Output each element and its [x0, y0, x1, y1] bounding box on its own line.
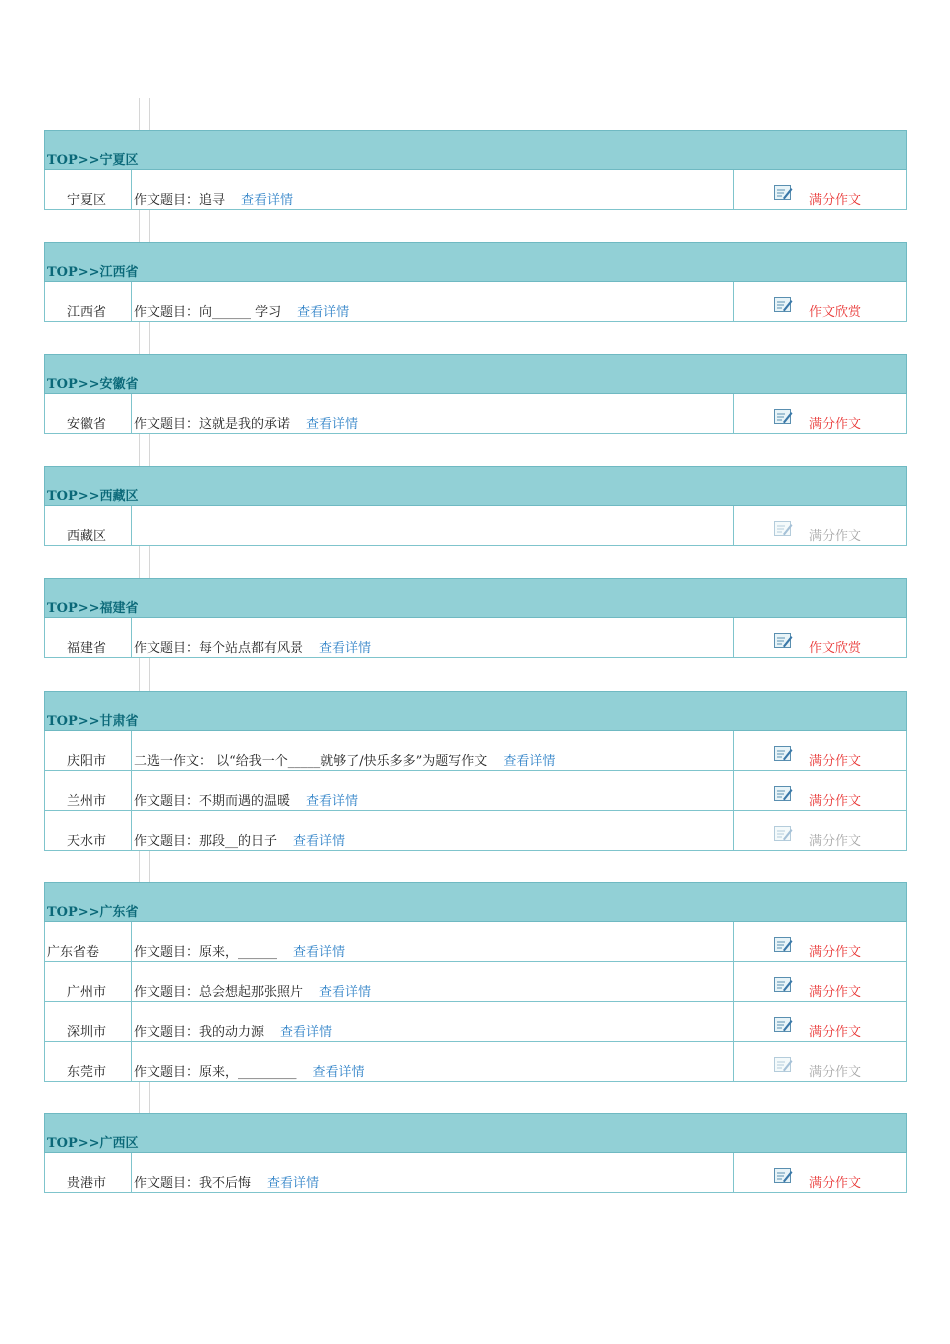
- section-title[interactable]: TOP>>安徽省: [47, 377, 139, 392]
- essay-tag-cell: [733, 731, 906, 770]
- essay-tag-link[interactable]: 满分作文: [809, 985, 862, 1000]
- essay-topic: [134, 1176, 319, 1192]
- essay-tag-link[interactable]: 满分作文: [809, 945, 862, 960]
- city-label: 广州市: [67, 985, 107, 1000]
- essay-topic: [134, 754, 555, 770]
- section-header: [44, 691, 907, 731]
- table-row: [44, 1153, 907, 1193]
- essay-tag-link[interactable]: 作文欣赏: [809, 641, 862, 656]
- view-details-link[interactable]: 查看详情: [306, 417, 359, 432]
- section-2: [44, 354, 907, 434]
- essay-tag-cell: [733, 506, 906, 545]
- topic-text: 作文题目：每个站点都有风景: [134, 641, 304, 656]
- section-title[interactable]: TOP>>福建省: [47, 601, 139, 616]
- essay-tag-link[interactable]: 满分作文: [809, 193, 862, 208]
- edit-icon[interactable]: [774, 521, 793, 541]
- city-cell: [45, 811, 132, 850]
- section-4: [44, 578, 907, 658]
- view-details-link[interactable]: 查看详情: [319, 985, 372, 1000]
- view-details-link[interactable]: 查看详情: [293, 834, 346, 849]
- essay-tag-cell: [733, 962, 906, 1001]
- table-row: [44, 731, 907, 771]
- essay-topic: [134, 794, 358, 810]
- essay-tag-link[interactable]: 满分作文: [809, 794, 862, 809]
- city-cell: [45, 771, 132, 810]
- section-header: [44, 466, 907, 506]
- essay-tag-link[interactable]: 作文欣赏: [809, 305, 862, 320]
- essay-tag-link[interactable]: 满分作文: [809, 1176, 862, 1191]
- edit-icon[interactable]: [774, 937, 793, 957]
- view-details-link[interactable]: 查看详情: [306, 794, 359, 809]
- essay-tag-cell: [733, 771, 906, 810]
- section-title[interactable]: TOP>>宁夏区: [47, 153, 139, 168]
- view-details-link[interactable]: 查看详情: [319, 641, 372, 656]
- essay-topic: [134, 945, 345, 961]
- table-row: [44, 1002, 907, 1042]
- section-7: [44, 1113, 907, 1193]
- edit-icon[interactable]: [774, 1017, 793, 1037]
- view-details-link[interactable]: 查看详情: [503, 754, 556, 769]
- city-cell: [45, 394, 132, 433]
- divider: [139, 851, 150, 882]
- essay-tag-cell: [733, 811, 906, 850]
- table-row: [44, 282, 907, 322]
- edit-icon[interactable]: [774, 185, 793, 205]
- table-row: [44, 618, 907, 658]
- table-row: [44, 170, 907, 210]
- divider: [139, 210, 150, 242]
- city-label: 福建省: [67, 641, 107, 656]
- edit-icon[interactable]: [774, 633, 793, 653]
- essay-topic: [134, 641, 371, 657]
- topic-text: 作文题目：原来，_________: [134, 1065, 297, 1080]
- edit-icon[interactable]: [774, 1168, 793, 1188]
- city-cell: [45, 170, 132, 209]
- city-label: 兰州市: [67, 794, 107, 809]
- divider: [139, 1082, 150, 1113]
- city-label: 江西省: [67, 305, 107, 320]
- section-title[interactable]: TOP>>广西区: [47, 1136, 139, 1151]
- view-details-link[interactable]: 查看详情: [267, 1176, 320, 1191]
- city-label: 贵港市: [67, 1176, 107, 1191]
- city-cell: [45, 1153, 132, 1192]
- essay-tag-link[interactable]: 满分作文: [809, 1065, 862, 1080]
- essay-tag-link[interactable]: 满分作文: [809, 417, 862, 432]
- essay-tag-cell: [733, 170, 906, 209]
- table-row: [44, 811, 907, 851]
- divider: [139, 546, 150, 578]
- table-row: [44, 962, 907, 1002]
- section-title[interactable]: TOP>>甘肃省: [47, 714, 139, 729]
- edit-icon[interactable]: [774, 409, 793, 429]
- edit-icon[interactable]: [774, 786, 793, 806]
- essay-topic: [134, 417, 358, 433]
- city-cell: [45, 282, 132, 321]
- view-details-link[interactable]: 查看详情: [312, 1065, 365, 1080]
- essay-tag-cell: [733, 282, 906, 321]
- section-header: [44, 1113, 907, 1153]
- section-title[interactable]: TOP>>广东省: [47, 905, 139, 920]
- city-label: 庆阳市: [67, 754, 107, 769]
- city-label: 东莞市: [67, 1065, 107, 1080]
- city-cell: [45, 506, 132, 545]
- section-6: [44, 882, 907, 1082]
- essay-topic: [134, 193, 293, 209]
- section-5: [44, 691, 907, 851]
- divider: [139, 658, 150, 691]
- city-label: 西藏区: [67, 529, 107, 544]
- essay-topic: [134, 1065, 365, 1081]
- topic-text: 作文题目：总会想起那张照片: [134, 985, 304, 1000]
- city-cell: [45, 922, 132, 961]
- view-details-link[interactable]: 查看详情: [297, 305, 350, 320]
- city-cell: [45, 962, 132, 1001]
- topic-text: 作文题目：这就是我的承诺: [134, 417, 291, 432]
- table-row: [44, 771, 907, 811]
- essay-tag-cell: [733, 1042, 906, 1081]
- city-label: 广东省卷: [47, 945, 100, 960]
- essay-tag-cell: [733, 1002, 906, 1041]
- city-label: 深圳市: [67, 1025, 107, 1040]
- topic-text: 作文题目：不期而遇的温暖: [134, 794, 291, 809]
- city-cell: [45, 1042, 132, 1081]
- table-row: [44, 394, 907, 434]
- city-cell: [45, 1002, 132, 1041]
- section-header: [44, 354, 907, 394]
- view-details-link[interactable]: 查看详情: [241, 193, 294, 208]
- essay-topic: [134, 834, 345, 850]
- edit-icon[interactable]: [774, 826, 793, 846]
- topic-text: 作文题目：我不后悔: [134, 1176, 252, 1191]
- topic-text: 作文题目：那段__的日子: [134, 834, 278, 849]
- essay-tag-cell: [733, 922, 906, 961]
- edit-icon[interactable]: [774, 746, 793, 766]
- section-1: [44, 242, 907, 322]
- topic-text: 作文题目：追寻: [134, 193, 226, 208]
- divider: [139, 434, 150, 466]
- city-label: 天水市: [67, 834, 107, 849]
- section-header: [44, 242, 907, 282]
- essay-tag-link[interactable]: 满分作文: [809, 754, 862, 769]
- topic-text: 二选一作文： 以“给我一个_____就够了/快乐多多”为题写作文: [134, 754, 488, 769]
- essay-topic: [134, 985, 371, 1001]
- essay-tag-cell: [733, 394, 906, 433]
- edit-icon[interactable]: [774, 297, 793, 317]
- view-details-link[interactable]: 查看详情: [293, 945, 346, 960]
- edit-icon[interactable]: [774, 977, 793, 997]
- divider: [139, 322, 150, 354]
- topic-text: 作文题目：原来，______: [134, 945, 278, 960]
- divider: [139, 98, 150, 130]
- essay-topic: [134, 305, 349, 321]
- topic-text: 作文题目：向______ 学习: [134, 305, 282, 320]
- table-row: [44, 1042, 907, 1082]
- essay-tag-link[interactable]: 满分作文: [809, 834, 862, 849]
- city-cell: [45, 731, 132, 770]
- city-label: 宁夏区: [67, 193, 107, 208]
- topic-text: 作文题目：我的动力源: [134, 1025, 265, 1040]
- essay-tag-cell: [733, 1153, 906, 1192]
- edit-icon[interactable]: [774, 1057, 793, 1077]
- city-cell: [45, 618, 132, 657]
- section-0: [44, 130, 907, 210]
- section-header: [44, 882, 907, 922]
- essay-topic: [134, 1025, 332, 1041]
- essay-tag-cell: [733, 618, 906, 657]
- view-details-link[interactable]: 查看详情: [280, 1025, 333, 1040]
- section-3: [44, 466, 907, 546]
- table-row: [44, 506, 907, 546]
- city-label: 安徽省: [67, 417, 107, 432]
- section-header: [44, 578, 907, 618]
- section-title[interactable]: TOP>>江西省: [47, 265, 139, 280]
- section-title[interactable]: TOP>>西藏区: [47, 489, 139, 504]
- essay-tag-link[interactable]: 满分作文: [809, 529, 862, 544]
- essay-tag-link[interactable]: 满分作文: [809, 1025, 862, 1040]
- section-header: [44, 130, 907, 170]
- table-row: [44, 922, 907, 962]
